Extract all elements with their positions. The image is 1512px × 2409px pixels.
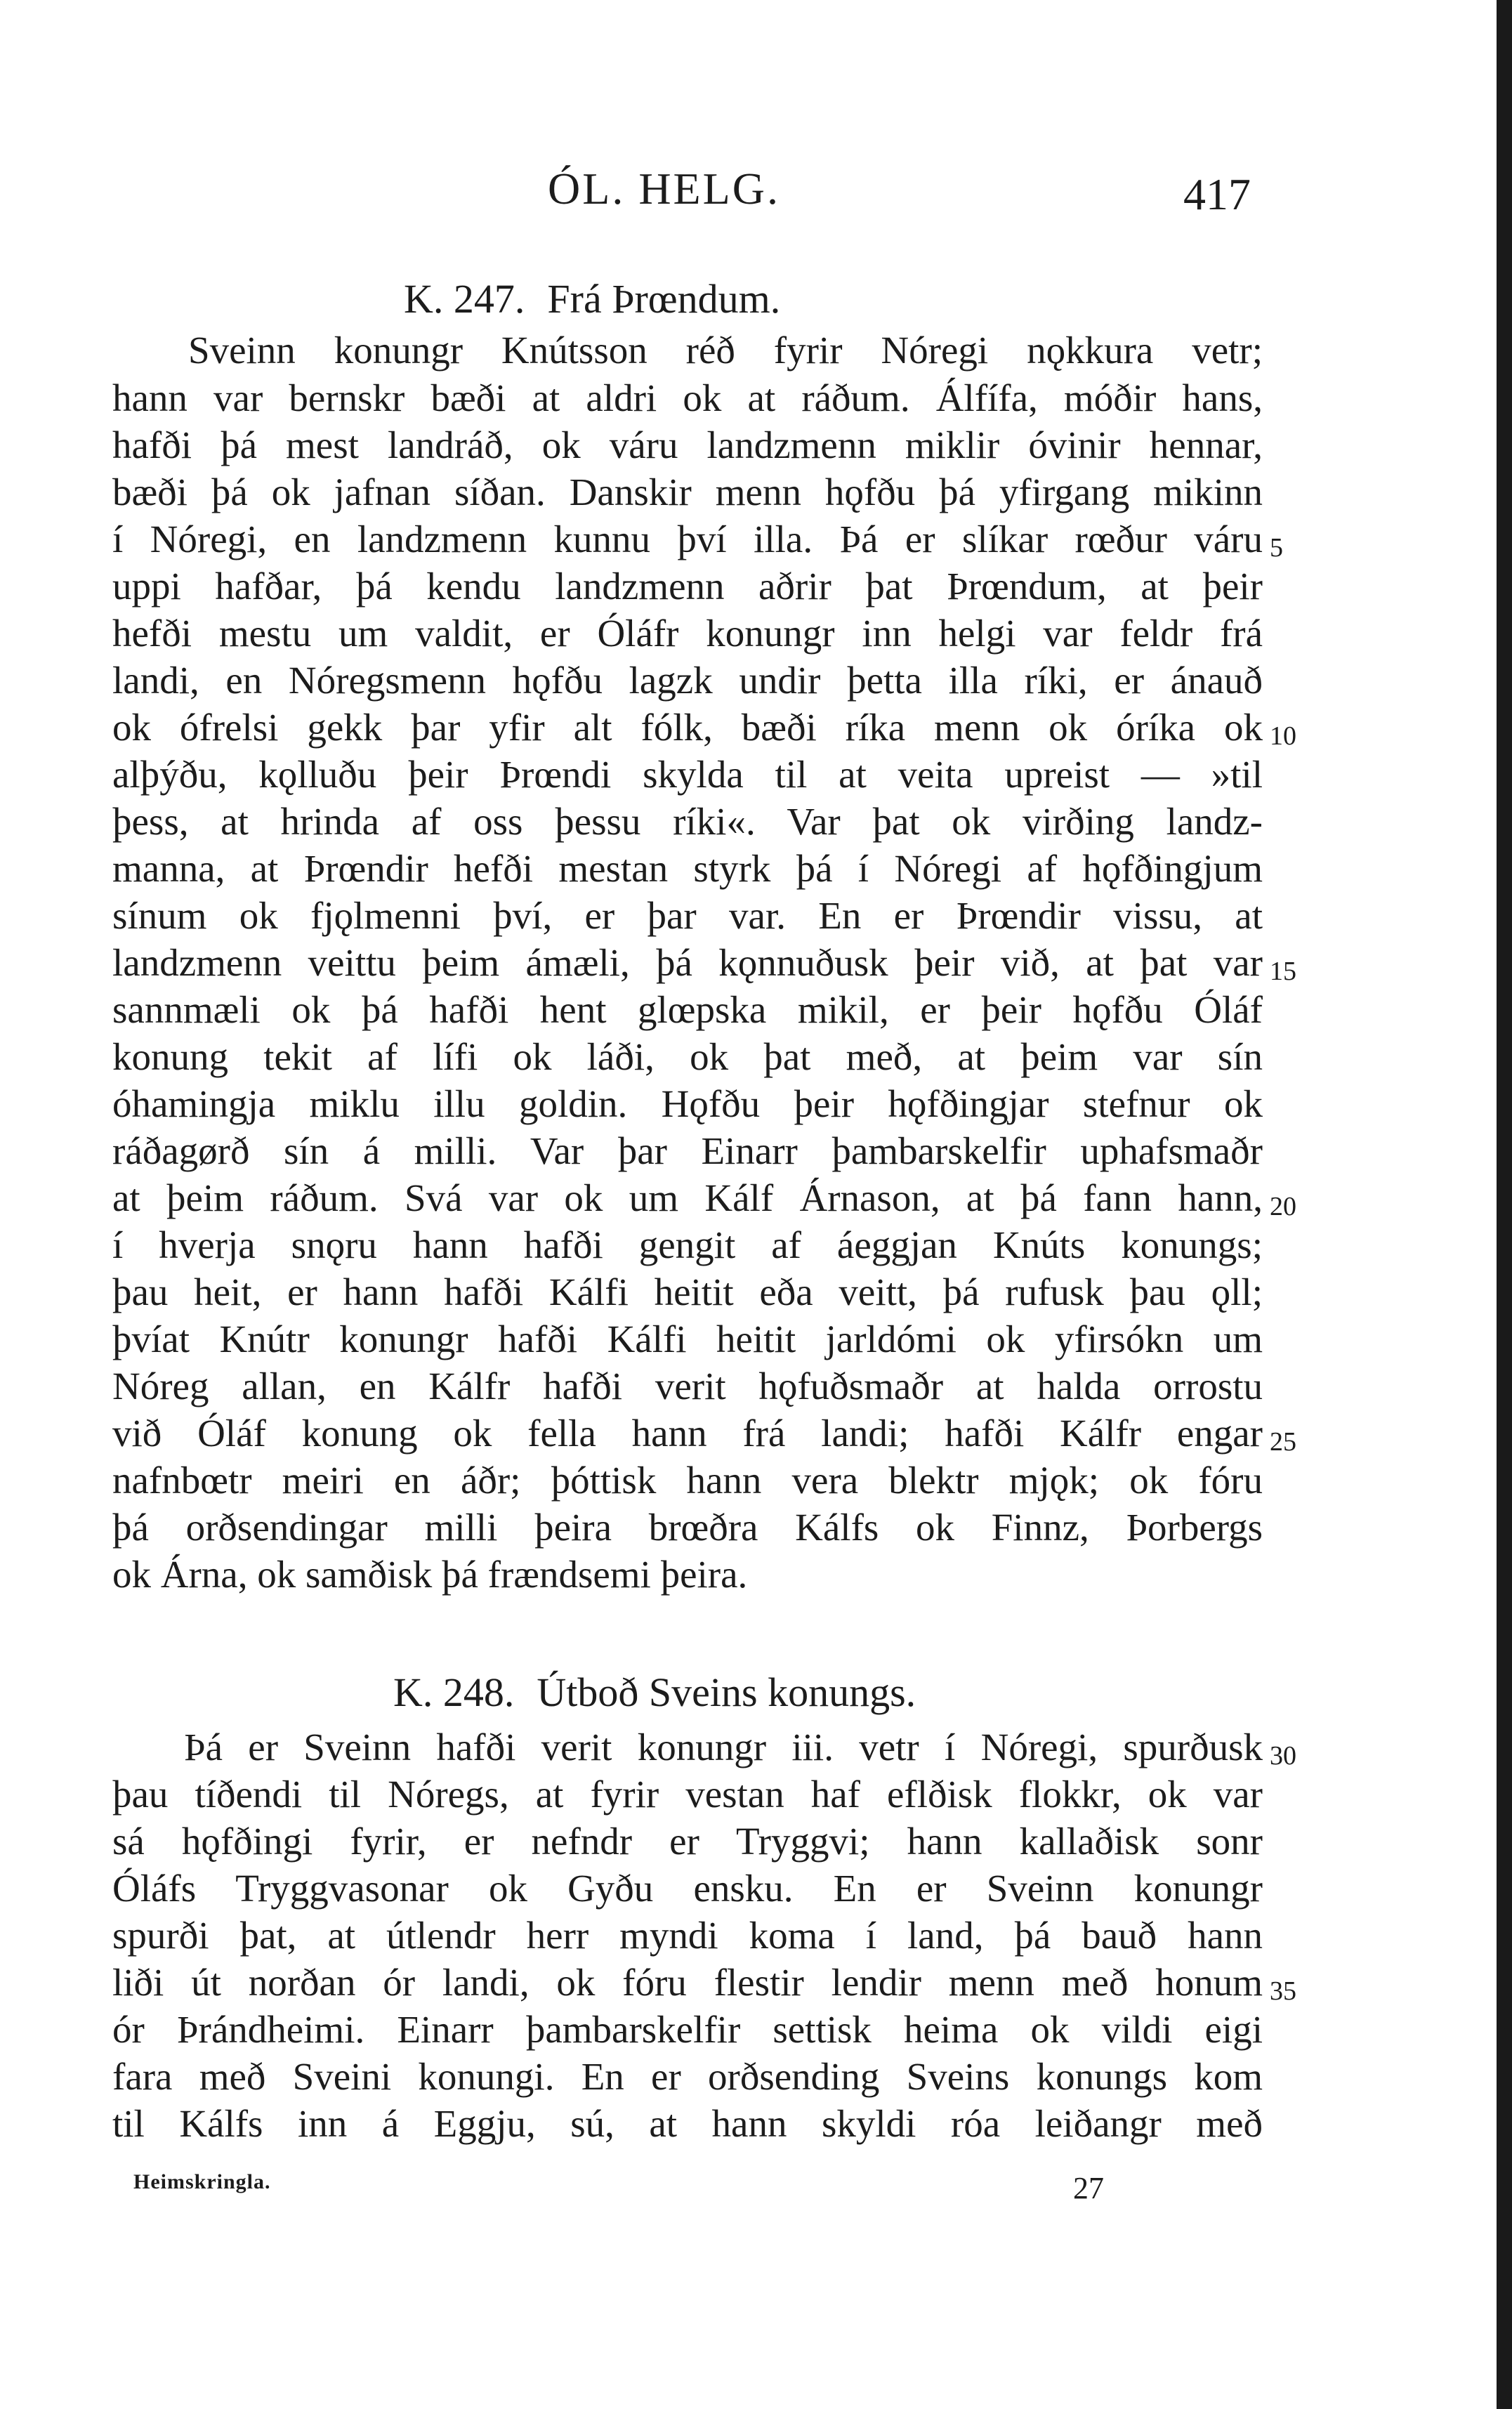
- text-line: þau heit, er hann hafði Kálfi heitit eða veitt, þá rufusk þau ǫll;: [112, 1271, 1263, 1313]
- text-line: þá orðsendingar milli þeira brœðra Kálfs ok Finnz, Þorbergs: [112, 1506, 1263, 1549]
- text-line: manna, at Þrœndir hefði mestan styrk þá í Nóregi af hǫfðingjum: [112, 847, 1263, 890]
- line-number: 10: [1270, 721, 1296, 751]
- text-line: hefði mestu um valdit, er Óláfr konungr inn helgi var feldr frá: [112, 612, 1263, 655]
- scan-edge: [1497, 0, 1512, 2409]
- line-number: 25: [1270, 1427, 1296, 1457]
- line-number: 30: [1270, 1741, 1296, 1771]
- text-line: spurði þat, at útlendr herr myndi koma í land, þá bauð hann: [112, 1914, 1263, 1957]
- signature-mark: Heimskringla.: [133, 2170, 271, 2193]
- text-line: við Óláf konung ok fella hann frá landi; hafði Kálfr engar: [112, 1412, 1263, 1455]
- text-line: ok Árna, ok samðisk þá frændsemi þeira.: [112, 1553, 748, 1596]
- text-line: ok ófrelsi gekk þar yfir alt fólk, bæði ríka menn ok óríka ok: [112, 706, 1263, 749]
- text-line: til Kálfs inn á Eggju, sú, at hann skyldi róa leiðangr með: [112, 2102, 1263, 2145]
- text-line: landi, en Nóregsmenn hǫfðu lagzk undir þetta illa ríki, er ánauð: [112, 659, 1263, 702]
- line-number: 15: [1270, 957, 1296, 986]
- text-line: Þá er Sveinn hafði verit konungr iii. vetr í Nóregi, spurðusk: [184, 1726, 1263, 1768]
- text-line: ór Þrándheimi. Einarr þambarskelfir settisk heima ok vildi eigi: [112, 2008, 1263, 2051]
- text-line: í Nóregi, en landzmenn kunnu því illa. Þá er slíkar rœður váru: [112, 518, 1263, 560]
- text-line: landzmenn veittu þeim ámæli, þá kǫnnuðusk þeir við, at þat var: [112, 941, 1263, 984]
- page-number: 417: [1183, 169, 1251, 219]
- text-line: þvíat Knútr konungr hafði Kálfi heitit jarldómi ok yfirsókn um: [112, 1318, 1263, 1360]
- text-line: uppi hafðar, þá kendu landzmenn aðrir þat Þrœndum, at þeir: [112, 565, 1263, 608]
- text-line: í hverja snǫru hann hafði gengit af áeggjan Knúts konungs;: [112, 1223, 1263, 1266]
- text-line: Óláfs Tryggvasonar ok Gyðu ensku. En er Sveinn konungr: [112, 1867, 1263, 1910]
- text-line: hann var bernskr bæði at aldri ok at ráðum. Álfífa, móðir hans,: [112, 376, 1263, 419]
- text-line: hafði þá mest landráð, ok váru landzmenn miklir óvinir hennar,: [112, 424, 1263, 466]
- line-number: 20: [1270, 1192, 1296, 1221]
- text-line: alþýðu, kǫlluðu þeir Þrœndi skylda til at veita upreist — »til: [112, 753, 1263, 796]
- text-line: þau tíðendi til Nóregs, at fyrir vestan haf eflðisk flokkr, ok var: [112, 1773, 1263, 1816]
- text-line: sínum ok fjǫlmenni því, er þar var. En er Þrœndir vissu, at: [112, 894, 1263, 937]
- text-line: Nóreg allan, en Kálfr hafði verit hǫfuðsmaðr at halda orrostu: [112, 1365, 1263, 1407]
- text-line: at þeim ráðum. Svá var ok um Kálf Árnason, at þá fann hann,: [112, 1176, 1263, 1219]
- sheet-number: 27: [1073, 2171, 1104, 2205]
- text-line: þess, at hrinda af oss þessu ríki«. Var þat ok virðing landz-: [112, 800, 1263, 843]
- text-line: Sveinn konungr Knútsson réð fyrir Nóregi nǫkkura vetr;: [188, 329, 1263, 372]
- chapter-title: Frá Þrœndum.: [547, 276, 781, 322]
- text-line: liði út norðan ór landi, ok fóru flestir lendir menn með honum: [112, 1961, 1263, 2004]
- running-head: ÓL. HELG.: [548, 164, 780, 214]
- text-line: óhamingja miklu illu goldin. Hǫfðu þeir hǫfðingjar stefnur ok: [112, 1082, 1263, 1125]
- line-number: 5: [1270, 533, 1283, 563]
- chapter-heading-248: [393, 1669, 916, 1716]
- line-number: 35: [1270, 1976, 1296, 2006]
- chapter-number: K. 247.: [404, 276, 525, 322]
- text-line: konung tekit af lífi ok láði, ok þat með, at þeim var sín: [112, 1035, 1263, 1078]
- text-line: ráðagørð sín á milli. Var þar Einarr þambarskelfir uphafsmaðr: [112, 1129, 1263, 1172]
- text-line: bæði þá ok jafnan síðan. Danskir menn hǫfðu þá yfirgang mikinn: [112, 471, 1263, 513]
- text-line: sá hǫfðingi fyrir, er nefndr er Tryggvi; hann kallaðisk sonr: [112, 1820, 1263, 1863]
- text-line: nafnbœtr meiri en áðr; þóttisk hann vera blektr mjǫk; ok fóru: [112, 1459, 1263, 1502]
- chapter-number: K. 248.: [393, 1669, 515, 1715]
- chapter-title: Útboð Sveins konungs.: [537, 1669, 916, 1715]
- text-line: sannmæli ok þá hafði hent glœpska mikil, er þeir hǫfðu Óláf: [112, 988, 1263, 1031]
- text-line: fara með Sveini konungi. En er orðsending Sveins konungs kom: [112, 2055, 1263, 2098]
- chapter-heading-247: [404, 275, 780, 322]
